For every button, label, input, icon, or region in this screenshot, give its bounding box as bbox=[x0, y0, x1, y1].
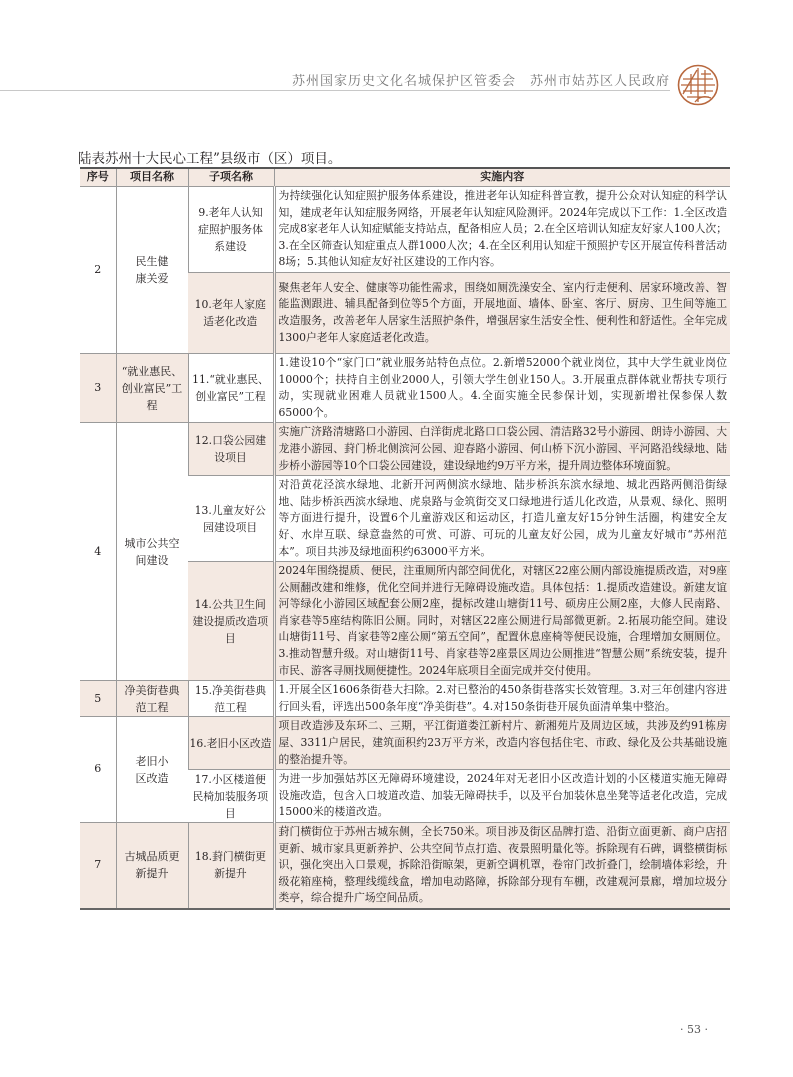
header-organizations bbox=[292, 70, 670, 89]
row-sub: 16.老旧小区改造 bbox=[188, 717, 274, 770]
header-org-1: 苏州国家历史文化名城保护区管委会 bbox=[291, 74, 516, 89]
row-sub: 10.老年人家庭适老化改造 bbox=[188, 272, 274, 353]
row-project: “就业惠民、创业富民”工程 bbox=[116, 353, 188, 422]
row-content: 1.开展全区1606条街巷大扫除。2.对已整治的450条街巷落实长效管理。3.对三年创建内容进行回头看，评选出500条年度“净美街巷”。4.对150条街巷开展负面清单集中整治。 bbox=[274, 681, 730, 717]
row-content: 为进一步加强姑苏区无障碍环境建设，2024年对无老旧小区改造计划的小区楼道实施无障碍设施改造，包含入口坡道改造、加装无障碍扶手，以及平台加装休息坐凳等适老化改造，完成15000米的楼道改造。 bbox=[274, 770, 730, 823]
page-header bbox=[0, 0, 793, 130]
row-num: 3 bbox=[80, 353, 116, 422]
table-caption: 陆表苏州十大民心工程”县级市（区）项目。 bbox=[78, 151, 342, 167]
row-content: 为持续强化认知症照护服务体系建设，推进老年认知症科普宣教，提升公众对认知症的科学认知，建成老年认知症服务网络，开展老年认知症风险测评。2024年完成以下工作：1.全区改造完成8家老年人认知症赋能支持站点，配备相应人员；2.在全区培训认知症友好家人100人次；3.在全区筛查认知症重点人群1000人次；4.在全区利用认知症干预照护专区开展宣传科普活动8场；5.其他认知症友好社区建设的工作内容。 bbox=[274, 187, 730, 273]
row-project: 古城品质更新提升 bbox=[116, 823, 188, 909]
seal-logo-icon bbox=[677, 64, 719, 106]
page-number: · 53 · bbox=[680, 1023, 708, 1036]
table-row bbox=[80, 353, 730, 422]
row-sub: 11.“就业惠民、创业富民”工程 bbox=[188, 353, 274, 422]
row-content: 聚焦老年人安全、健康等功能性需求，围绕如厕洗澡安全、室内行走便利、居家环境改善、智能监测跟进、辅具配备到位等5个方面，开展地面、墙体、卧室、客厅、厨房、卫生间等施工改造服务，改善老年人居家生活照护条件，增强居家生活安全性、便利性和舒适性。全年完成1300户老年人家庭适老化改造。 bbox=[274, 272, 730, 353]
row-project: 老旧小区改造 bbox=[116, 717, 188, 823]
table-row bbox=[80, 823, 730, 909]
row-num: 2 bbox=[80, 187, 116, 354]
table-header-row bbox=[80, 168, 730, 187]
header-divider bbox=[0, 90, 670, 91]
row-content: 葑门横街位于苏州古城东侧，全长750米。项目涉及街区品牌打造、沿街立面更新、商户店招更新、城市家具更新养护、公共空间节点打造、夜景照明量化等。拆除现有石碑，调整横街标识，强化突出入口景观，拆除沿街晾架，更新空调机罩，卷帘门改折叠门，绘制墙体彩绘，升级花箱座椅，整理线缆线盒，增加电动路障，拆除部分现有车棚，改建观河景廊，增加垃圾分类亭，综合提升广场空间品质。 bbox=[274, 823, 730, 909]
row-num: 6 bbox=[80, 717, 116, 823]
row-sub: 18.葑门横街更新提升 bbox=[188, 823, 274, 909]
row-num: 7 bbox=[80, 823, 116, 909]
row-sub: 15.净美街巷典范工程 bbox=[188, 681, 274, 717]
row-content: 项目改造涉及东环二、三期，平江街道娄江新村片、新湘苑片及周边区域，共涉及约91栋房屋、3311户居民，建筑面积约23万平方米，改造内容包括住宅、市政、绿化及公共基础设施的整治提升等。 bbox=[274, 717, 730, 770]
table-row bbox=[80, 187, 730, 273]
row-num: 5 bbox=[80, 681, 116, 717]
row-sub: 13.儿童友好公园建设项目 bbox=[188, 476, 274, 562]
row-content: 2024年围绕提质、便民，注重厕所内部空间优化，对辖区22座公厕内部设施提质改造，对9座公厕翻改建和维修，优化空间并进行无障碍设施改造。具体包括：1.提质改造建设。新建友谊河等绿化小游园区域配套公厕2座，提标改建山塘街11号、硕房庄公厕2座，大修人民南路、肖家巷等5座结构陈旧公厕。同时，对辖区22座公厕进行局部微更新。2.拓展功能空间。建设山塘街11号、肖家巷等2座公厕“第五空间”，配置休息座椅等便民设施，合理增加女厕厕位。3.推动智慧升级。对山塘街11号、肖家巷等2座景区周边公厕推进“智慧公厕”系统安装，提升市民、游客寻厕找厕便捷性。2024年底项目全面完成并交付使用。 bbox=[274, 562, 730, 681]
row-sub: 14.公共卫生间建设提质改造项目 bbox=[188, 562, 274, 681]
table-row bbox=[80, 717, 730, 770]
row-content: 实施广济路清塘路口小游园、白洋街虎北路口口袋公园、清洁路32号小游园、朗诗小游园、大龙港小游园、葑门桥北侧滨河公园、迎春路小游园、何山桥下沉小游园、平河路沿线绿地、陆步桥小游园等10个口袋公园建设，建设绿地约9万平方米，提升周边整体环境面貌。 bbox=[274, 423, 730, 476]
header-org-2: 苏州市姑苏区人民政府 bbox=[529, 74, 670, 89]
row-sub: 9.老年人认知症照护服务体系建设 bbox=[188, 187, 274, 273]
header-sub: 子项名称 bbox=[188, 168, 274, 187]
row-sub: 12.口袋公园建设项目 bbox=[188, 423, 274, 476]
table-row bbox=[80, 681, 730, 717]
projects-table bbox=[80, 167, 730, 910]
header-num: 序号 bbox=[80, 168, 116, 187]
row-project: 城市公共空间建设 bbox=[116, 423, 188, 681]
row-project: 净美街巷典范工程 bbox=[116, 681, 188, 717]
row-content: 1.建设10个“家门口”就业服务站特色点位。2.新增52000个就业岗位，其中大学生就业岗位10000个；扶持自主创业2000人，引领大学生创业150人。3.开展重点群体就业帮扶专项行动，实现就业困难人员就业1500人。4.全面实施全民参保计划，实现新增社保参保人数65000个。 bbox=[274, 353, 730, 422]
row-content: 对沿黄花泾滨水绿地、北新开河两侧滨水绿地、陆步桥浜东滨水绿地、城北西路两侧沿街绿地、陆步桥浜西滨水绿地、虎泉路与金筑街交叉口绿地进行适儿化改造，从景观、绿化、照明等方面进行提升，设置6个儿童游戏区和运动区，打造儿童友好15分钟生活圈，构建安全友好、水岸互联、绿意盎然的可赏、可游、可玩的儿童友好公园，成为儿童友好城市“苏州范本”。项目共涉及绿地面积约63000平方米。 bbox=[274, 476, 730, 562]
row-num: 4 bbox=[80, 423, 116, 681]
row-sub: 17.小区楼道便民椅加装服务项目 bbox=[188, 770, 274, 823]
header-project: 项目名称 bbox=[116, 168, 188, 187]
header-content: 实施内容 bbox=[274, 168, 730, 187]
table-row bbox=[80, 423, 730, 476]
row-project: 民生健康关爱 bbox=[116, 187, 188, 354]
